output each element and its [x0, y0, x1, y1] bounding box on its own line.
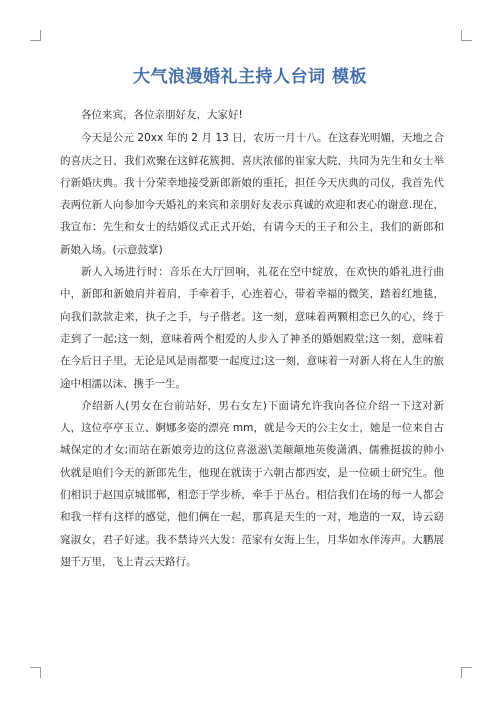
- crop-mark-top-left: [30, 30, 41, 41]
- crop-mark-top-right: [461, 30, 472, 41]
- paragraph-greeting: 各位来宾，各位亲朋好友，大家好!: [81, 109, 243, 121]
- crop-mark-bottom-right: [461, 667, 472, 678]
- paragraph-opening: 今天是公元 20xx 年的 2 月 13 日，农历一月十八。在这春光明媚，天地之合的喜庆之日，我们欢聚在这鲜花簇拥、喜庆浓郁的崔家大院，共同为先生和女士举行新婚庆典。我十分荣幸地接受新郎新娘的重托，担任今天庆典的司仪，我首先代表两位新人向参加今天婚礼的来宾和亲朋好友表示真诚的欢迎和衷心的谢意.现在，我宣布：先生和女士的结婚仪式正式开始，有请今天的王子和公主，我们的新郎和新娘入场。(示意鼓掌): [60, 132, 444, 256]
- paragraph-introduction: 介绍新人(男女在台前站好，男右女左)下面请允许我向各位介绍一下这对新人，这位亭亭玉立、婀娜多姿的漂亮 mm，就是今天的公主女士，她是一位来自古城保定的才女;而站在新娘旁边的这位喜滋滋\美颠颠地英俊潇洒、儒雅挺拔的帅小伙就是咱们今天的新郎先生，他现在就读于六朝古都西安，是一位硕士研究生。他们相识于赵国京城邯郸，相恋于学步桥，牵手于丛台。相信我们在场的每一人都会和我一样有这样的感觉，他们俩在一起，那真是天生的一对，地造的一双，诗云窈窕淑女，君子好逑。我不禁诗兴大发：范家有女海上生，月华如水伴涛声。大鹏展翅千万里，飞上青云天路行。: [60, 399, 444, 568]
- document-body: [60, 104, 444, 573]
- document-title: 大气浪漫婚礼主持人台词 模板: [133, 67, 367, 87]
- crop-mark-bottom-left: [30, 667, 41, 678]
- paragraph-entrance: 新人入场进行时：音乐在大厅回响，礼花在空中绽放，在欢快的婚礼进行曲中，新郎和新娘肩并着肩，手牵着手，心连着心，带着幸福的微笑，踏着红地毯，向我们款款走来，执子之手，与子偕老。这一刻，意味着两颗相恋已久的心，终于走到了一起;这一刻，意味着两个相爱的人步入了神圣的婚姻殿堂;这一刻，意味着在今后日子里，无论是风是雨都要一起度过;这一刻，意味着一对新人将在人生的旅途中相濡以沫、携手一生。: [60, 266, 444, 390]
